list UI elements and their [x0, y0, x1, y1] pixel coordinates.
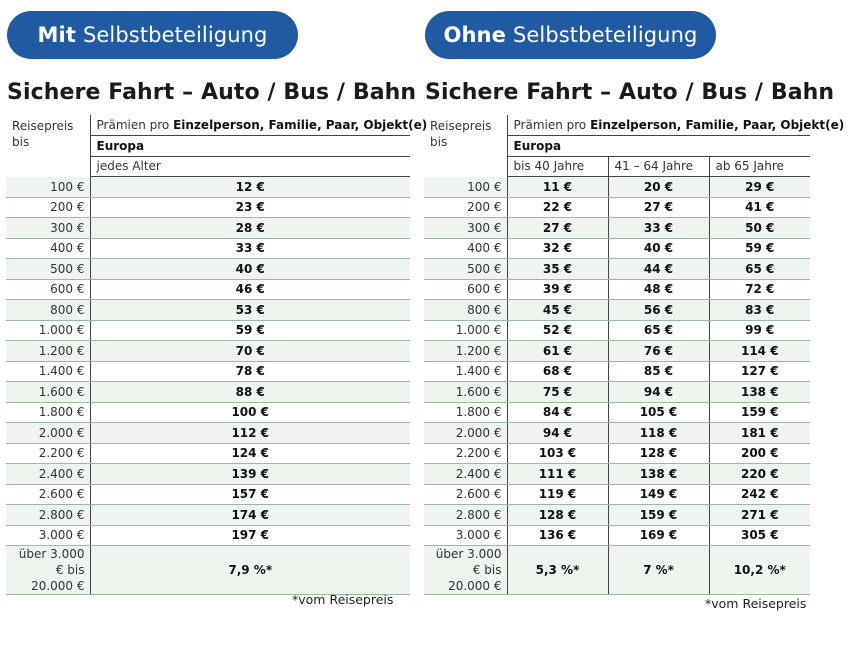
premium-cell: 59 € — [709, 238, 810, 259]
price-cell: 1.600 € — [424, 382, 507, 403]
mit-selbstbeteiligung-badge — [7, 11, 298, 59]
premium-cell: 35 € — [507, 259, 608, 280]
table-row — [424, 484, 810, 505]
price-cell: 2.800 € — [6, 505, 90, 526]
premium-cell: 27 € — [507, 218, 608, 239]
premium-cell: 53 € — [90, 300, 410, 321]
premium-cell: 65 € — [608, 320, 709, 341]
premium-cell: 112 € — [90, 423, 410, 444]
reisepreis-header: Reisepreis bis — [424, 115, 507, 177]
price-cell: 1.200 € — [424, 341, 507, 362]
premium-cell: 12 € — [90, 177, 410, 198]
table-row — [6, 382, 410, 403]
premium-cell: 159 € — [709, 402, 810, 423]
table-row — [424, 259, 810, 280]
badge-text: Selbstbeteiligung — [82, 23, 268, 47]
reisepreis-header: Reisepreis bis — [6, 115, 90, 177]
table-row — [424, 238, 810, 259]
premium-cell: 149 € — [608, 484, 709, 505]
premium-cell: 29 € — [709, 177, 810, 198]
table-row — [6, 177, 410, 198]
table-row — [424, 402, 810, 423]
price-cell: 500 € — [6, 259, 90, 280]
premium-cell: 44 € — [608, 259, 709, 280]
price-cell: 2.200 € — [6, 443, 90, 464]
premium-cell: 197 € — [90, 525, 410, 546]
premium-cell: 119 € — [507, 484, 608, 505]
premium-cell: 39 € — [507, 279, 608, 300]
table-row — [6, 443, 410, 464]
premium-cell: 305 € — [709, 525, 810, 546]
premium-cell: 111 € — [507, 464, 608, 485]
table-row — [424, 300, 810, 321]
left-footnote: *vom Reisepreis — [292, 592, 394, 607]
age-group-header: jedes Alter — [90, 156, 410, 177]
premium-cell: 200 € — [709, 443, 810, 464]
table-row — [6, 259, 410, 280]
price-cell: 3.000 € — [6, 525, 90, 546]
region-header: Europa — [507, 136, 810, 157]
premium-cell: 41 € — [709, 197, 810, 218]
region-header: Europa — [90, 136, 410, 157]
premium-cell: 271 € — [709, 505, 810, 526]
table-row — [6, 525, 410, 546]
premium-cell: 159 € — [608, 505, 709, 526]
badge-text: Selbstbeteiligung — [512, 23, 698, 47]
premium-cell: 128 € — [608, 443, 709, 464]
table-row — [424, 505, 810, 526]
premium-cell: 68 € — [507, 361, 608, 382]
premium-cell: 33 € — [90, 238, 410, 259]
premium-cell: 242 € — [709, 484, 810, 505]
premium-cell: 50 € — [709, 218, 810, 239]
premium-cell: 40 € — [608, 238, 709, 259]
premium-cell: 124 € — [90, 443, 410, 464]
price-cell: 2.400 € — [424, 464, 507, 485]
premium-cell: 94 € — [507, 423, 608, 444]
price-cell: 2.400 € — [6, 464, 90, 485]
table-row — [6, 423, 410, 444]
premium-cell: 127 € — [709, 361, 810, 382]
premium-cell: 75 € — [507, 382, 608, 403]
table-row — [6, 464, 410, 485]
price-cell: 300 € — [6, 218, 90, 239]
table-row — [424, 218, 810, 239]
premium-cell: 103 € — [507, 443, 608, 464]
premium-cell: 84 € — [507, 402, 608, 423]
premium-cell: 70 € — [90, 341, 410, 362]
premium-cell: 94 € — [608, 382, 709, 403]
praemien-header — [90, 115, 428, 136]
table-row — [6, 320, 410, 341]
left-heading: Sichere Fahrt – Auto / Bus / Bahn — [7, 80, 417, 105]
ohne-selbstbeteiligung-badge — [425, 11, 716, 59]
table-row — [6, 341, 410, 362]
table-row — [6, 279, 410, 300]
table-row — [6, 361, 410, 382]
price-cell: 1.400 € — [424, 361, 507, 382]
table-row — [6, 300, 410, 321]
table-row — [424, 525, 810, 546]
table-row — [6, 197, 410, 218]
table-row — [6, 402, 410, 423]
left-tariff-table — [6, 115, 428, 595]
premium-cell: 139 € — [90, 464, 410, 485]
praemien-prefix: Prämien pro — [513, 118, 591, 132]
price-cell: 2.200 € — [424, 443, 507, 464]
price-cell: 1.600 € — [6, 382, 90, 403]
premium-cell: 100 € — [90, 402, 410, 423]
premium-cell: 27 € — [608, 197, 709, 218]
premium-cell: 174 € — [90, 505, 410, 526]
price-cell: 1.000 € — [6, 320, 90, 341]
premium-cell: 76 € — [608, 341, 709, 362]
premium-cell: 28 € — [90, 218, 410, 239]
table-row — [424, 320, 810, 341]
premium-cell: 59 € — [90, 320, 410, 341]
table-row — [424, 464, 810, 485]
right-footnote: *vom Reisepreis — [705, 596, 807, 611]
premium-cell: 61 € — [507, 341, 608, 362]
table-row — [6, 238, 410, 259]
price-cell: 800 € — [424, 300, 507, 321]
right-heading: Sichere Fahrt – Auto / Bus / Bahn — [425, 80, 835, 105]
premium-cell: 105 € — [608, 402, 709, 423]
price-cell: 1.800 € — [424, 402, 507, 423]
price-cell: über 3.000 € bis 20.000 € — [424, 546, 507, 595]
premium-cell: 99 € — [709, 320, 810, 341]
premium-cell: 83 € — [709, 300, 810, 321]
table-row — [424, 197, 810, 218]
table-row — [424, 546, 810, 595]
premium-cell: 32 € — [507, 238, 608, 259]
price-cell: 2.000 € — [424, 423, 507, 444]
table-row — [424, 279, 810, 300]
price-cell: 100 € — [6, 177, 90, 198]
age-group-header: 41 – 64 Jahre — [608, 156, 709, 177]
table-row — [424, 341, 810, 362]
price-cell: 600 € — [6, 279, 90, 300]
premium-cell: 72 € — [709, 279, 810, 300]
table-row — [6, 505, 410, 526]
premium-cell: 33 € — [608, 218, 709, 239]
premium-cell: 7,9 %* — [90, 546, 410, 595]
premium-cell: 7 %* — [608, 546, 709, 595]
price-cell: 200 € — [6, 197, 90, 218]
price-cell: 500 € — [424, 259, 507, 280]
table-row — [6, 218, 410, 239]
price-cell: 100 € — [424, 177, 507, 198]
premium-cell: 181 € — [709, 423, 810, 444]
premium-cell: 157 € — [90, 484, 410, 505]
premium-cell: 40 € — [90, 259, 410, 280]
table-row — [6, 546, 410, 595]
price-cell: 2.600 € — [6, 484, 90, 505]
premium-cell: 48 € — [608, 279, 709, 300]
price-cell: 300 € — [424, 218, 507, 239]
praemien-types: Einzelperson, Familie, Paar, Objekt(e) — [173, 118, 428, 132]
premium-cell: 128 € — [507, 505, 608, 526]
premium-cell: 10,2 %* — [709, 546, 810, 595]
premium-cell: 114 € — [709, 341, 810, 362]
premium-cell: 85 € — [608, 361, 709, 382]
price-cell: 2.600 € — [424, 484, 507, 505]
premium-cell: 220 € — [709, 464, 810, 485]
table-row — [424, 177, 810, 198]
age-group-header: bis 40 Jahre — [507, 156, 608, 177]
premium-cell: 45 € — [507, 300, 608, 321]
price-cell: 600 € — [424, 279, 507, 300]
table-row — [424, 382, 810, 403]
price-cell: 800 € — [6, 300, 90, 321]
price-cell: 3.000 € — [424, 525, 507, 546]
price-cell: 400 € — [6, 238, 90, 259]
table-row — [424, 361, 810, 382]
price-cell: 1.800 € — [6, 402, 90, 423]
praemien-prefix: Prämien pro — [96, 118, 174, 132]
price-cell: 1.200 € — [6, 341, 90, 362]
praemien-header — [507, 115, 845, 136]
premium-cell: 46 € — [90, 279, 410, 300]
premium-cell: 78 € — [90, 361, 410, 382]
premium-cell: 169 € — [608, 525, 709, 546]
price-cell: 200 € — [424, 197, 507, 218]
premium-cell: 138 € — [709, 382, 810, 403]
premium-cell: 118 € — [608, 423, 709, 444]
price-cell: 400 € — [424, 238, 507, 259]
premium-cell: 23 € — [90, 197, 410, 218]
badge-bold: Mit — [37, 23, 76, 47]
price-cell: über 3.000 € bis 20.000 € — [6, 546, 90, 595]
premium-cell: 5,3 %* — [507, 546, 608, 595]
badge-bold: Ohne — [443, 23, 506, 47]
premium-cell: 136 € — [507, 525, 608, 546]
table-row — [6, 484, 410, 505]
age-group-header: ab 65 Jahre — [709, 156, 810, 177]
premium-cell: 138 € — [608, 464, 709, 485]
price-cell: 1.000 € — [424, 320, 507, 341]
premium-cell: 20 € — [608, 177, 709, 198]
table-row — [424, 423, 810, 444]
praemien-types: Einzelperson, Familie, Paar, Objekt(e) — [590, 118, 845, 132]
premium-cell: 52 € — [507, 320, 608, 341]
premium-cell: 65 € — [709, 259, 810, 280]
premium-cell: 11 € — [507, 177, 608, 198]
price-cell: 1.400 € — [6, 361, 90, 382]
price-cell: 2.800 € — [424, 505, 507, 526]
premium-cell: 88 € — [90, 382, 410, 403]
premium-cell: 22 € — [507, 197, 608, 218]
right-tariff-table — [424, 115, 845, 595]
premium-cell: 56 € — [608, 300, 709, 321]
price-cell: 2.000 € — [6, 423, 90, 444]
table-row — [424, 443, 810, 464]
